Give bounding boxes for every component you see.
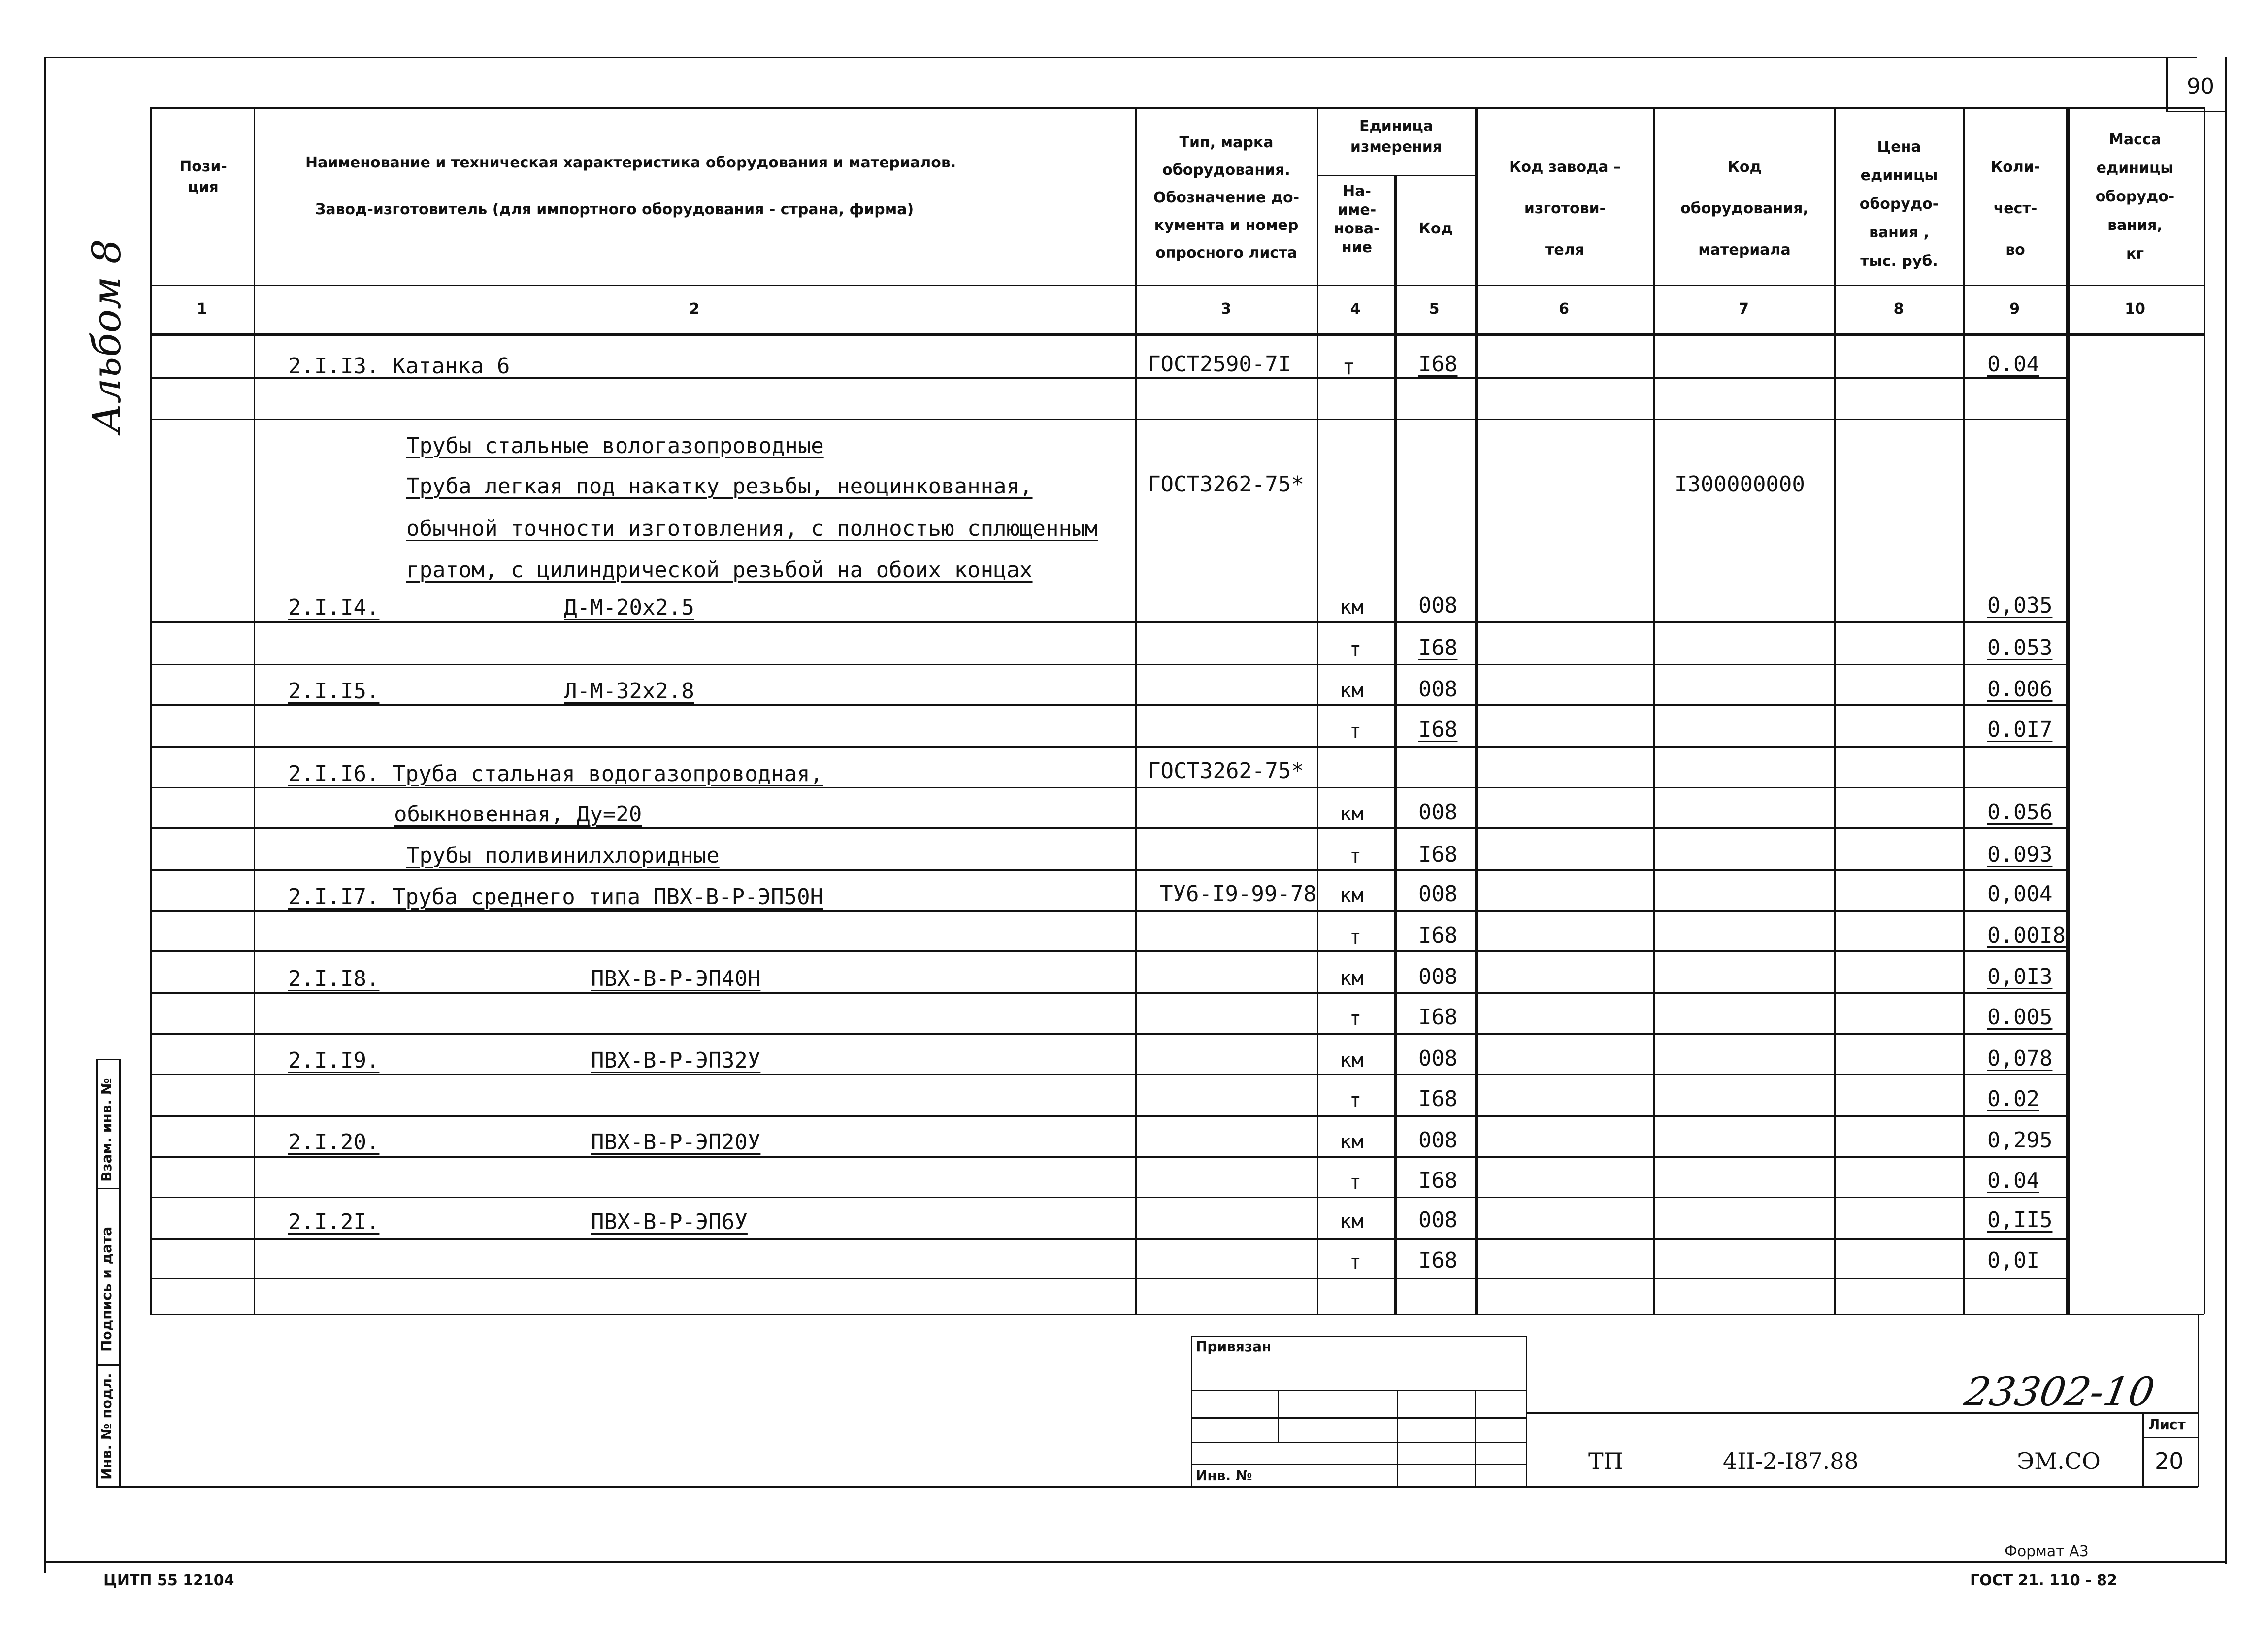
row-12-unit: км xyxy=(1340,884,1364,907)
row-19-code: I68 xyxy=(1418,1168,1458,1193)
col-line-1 xyxy=(254,107,255,1314)
row-5-qty: 0,035 xyxy=(1987,593,2053,618)
row-15-qty: 0.005 xyxy=(1987,1005,2053,1030)
bound-label: Привязан xyxy=(1196,1338,1272,1355)
row-0-doc: ГОСТ2590-7I xyxy=(1148,352,1291,377)
row-5-code: 008 xyxy=(1418,593,1458,618)
footer-format: Формат А3 xyxy=(2005,1543,2089,1560)
bound-right xyxy=(1526,1336,1527,1486)
row-line-17 xyxy=(150,1197,2066,1198)
bound-top xyxy=(1191,1336,1526,1337)
row-5-pos: 2.I.I4. xyxy=(288,595,380,620)
row-2-doc: ГОСТ3262-75* xyxy=(1148,472,1304,497)
title-mark: ЭМ.СО xyxy=(2017,1448,2101,1474)
col-line-0 xyxy=(150,107,152,1314)
album-label: Альбом 8 xyxy=(84,239,130,433)
row-12-qty: 0,004 xyxy=(1987,881,2053,907)
row-7-unit: км xyxy=(1340,680,1364,702)
row-0-qty: 0.04 xyxy=(1987,352,2039,377)
row-14-name: ПВХ-В-Р-ЭП40Н xyxy=(591,966,761,991)
row-line-14 xyxy=(150,1074,2066,1075)
col-num-9: 9 xyxy=(2009,300,2020,318)
row-20-code: 008 xyxy=(1418,1207,1458,1233)
row-18-name: ПВХ-В-Р-ЭП20У xyxy=(591,1130,761,1155)
row-21-qty: 0,0I xyxy=(1987,1248,2039,1273)
header-mass: Масса единицы оборудо- вания, кг xyxy=(2095,131,2175,262)
row-11-unit: т xyxy=(1349,845,1362,868)
numbers-bottom xyxy=(150,333,2204,336)
row-10-name: обыкновенная, Ду=20 xyxy=(394,802,642,827)
sheet-col xyxy=(2142,1412,2144,1486)
bound-col1 xyxy=(1278,1390,1279,1443)
bound-col3 xyxy=(1475,1390,1476,1486)
row-4-name: гратом, с цилиндрической резьбой на обоих концах xyxy=(406,557,1033,583)
header-maker-code: Код завода – изготови- теля xyxy=(1509,159,1621,259)
header-price: Цена единицы оборудо- вания , тыс. руб. xyxy=(1859,138,1939,270)
row-3-name: обычной точности изготовления, с полностью сплющенным xyxy=(406,516,1098,541)
row-5-name: Д-М-20х2.5 xyxy=(564,595,694,620)
row-6-qty: 0.053 xyxy=(1987,635,2053,660)
header-type: Тип, марка оборудования. Обозначение до- кумента и номер опросного листа xyxy=(1153,134,1300,261)
row-14-qty: 0,0I3 xyxy=(1987,964,2053,989)
row-line-19 xyxy=(150,1278,2066,1279)
col-line-2 xyxy=(1135,107,1137,1314)
row-11-qty: 0.093 xyxy=(1987,842,2053,867)
row-7-name: Л-М-32х2.8 xyxy=(564,679,694,704)
table-bottom xyxy=(150,1314,2204,1315)
page-number-box-bottom xyxy=(2166,111,2225,112)
row-18-unit: км xyxy=(1340,1131,1364,1153)
row-11-name: Трубы поливинилхлоридные xyxy=(406,843,720,868)
row-14-unit: км xyxy=(1340,967,1364,990)
row-line-10 xyxy=(150,910,2066,912)
stamp-div2 xyxy=(96,1364,121,1366)
row-18-code: 008 xyxy=(1418,1128,1458,1153)
row-14-code: 008 xyxy=(1418,964,1458,989)
row-line-12 xyxy=(150,992,2066,994)
row-19-qty: 0.04 xyxy=(1987,1168,2039,1193)
footer-gost: ГОСТ 21. 110 - 82 xyxy=(1970,1572,2117,1589)
row-13-code: I68 xyxy=(1418,923,1458,948)
row-8-unit: т xyxy=(1349,720,1362,743)
header-unit-name: На- име- нова- ние xyxy=(1334,183,1380,256)
row-6-code: I68 xyxy=(1418,635,1458,660)
row-line-3 xyxy=(150,621,2066,623)
row-10-code: 008 xyxy=(1418,800,1458,825)
col-num-2: 2 xyxy=(689,300,700,318)
col-line-3 xyxy=(1317,107,1318,1314)
stamp-bottom xyxy=(96,1486,121,1488)
row-17-qty: 0.02 xyxy=(1987,1086,2039,1111)
row-11-code: I68 xyxy=(1418,842,1458,867)
row-19-unit: т xyxy=(1349,1171,1362,1194)
page-number: 90 xyxy=(2187,74,2214,99)
header-name-line2: Завод-изготовитель (для импортного оборудования - страна, фирма) xyxy=(315,201,914,218)
row-17-code: I68 xyxy=(1418,1086,1458,1111)
row-line-18 xyxy=(150,1238,2066,1240)
col-num-4: 4 xyxy=(1350,300,1361,318)
bound-col2 xyxy=(1397,1390,1398,1486)
row-line-9 xyxy=(150,869,2066,871)
row-1-name: Трубы стальные вологазопроводные xyxy=(406,433,824,458)
row-18-pos: 2.I.20. xyxy=(288,1130,380,1155)
col-line-8 xyxy=(1963,107,1965,1314)
row-line-20 xyxy=(2066,1314,2204,1315)
header-bottom xyxy=(150,285,2204,286)
header-unit-code: Код xyxy=(1418,220,1453,237)
row-line-5 xyxy=(150,704,2066,706)
row-16-unit: км xyxy=(1340,1049,1364,1072)
header-name-line1: Наименование и техническая характеристика оборудования и материалов. xyxy=(305,154,956,171)
col-line-7 xyxy=(1834,107,1836,1314)
sheet-row xyxy=(2142,1437,2198,1438)
row-20-name: ПВХ-В-Р-ЭП6У xyxy=(591,1209,748,1235)
row-15-code: I68 xyxy=(1418,1005,1458,1030)
row-12-code: 008 xyxy=(1418,881,1458,907)
col-line-10 xyxy=(2204,107,2205,1314)
stamp-inv-orig: Инв. № подл. xyxy=(99,1373,115,1480)
col-num-10: 10 xyxy=(2125,300,2145,318)
inv-label: Инв. № xyxy=(1196,1467,1252,1484)
title-bottom xyxy=(119,1486,2198,1488)
row-9-name: 2.I.I6. Труба стальная водогазопроводная, xyxy=(288,761,823,786)
header-unit-group: Единица измерения xyxy=(1350,118,1443,156)
col-num-6: 6 xyxy=(1559,300,1569,318)
col-num-7: 7 xyxy=(1739,300,1749,318)
title-tp: ТП xyxy=(1588,1448,1623,1474)
row-line-15 xyxy=(150,1115,2066,1117)
row-12-name: 2.I.I7. Труба среднего типа ПВХ-В-Р-ЭП50Н xyxy=(288,884,823,910)
row-0-unit: т xyxy=(1342,355,1355,380)
row-20-pos: 2.I.2I. xyxy=(288,1209,380,1235)
sheet-label: Лист xyxy=(2148,1416,2186,1433)
row-13-qty: 0.00I8 xyxy=(1987,923,2066,948)
row-16-pos: 2.I.I9. xyxy=(288,1048,380,1073)
col-line-4 xyxy=(1394,175,1397,1314)
footer-left: ЦИТП 55 12104 xyxy=(103,1572,234,1589)
row-17-unit: т xyxy=(1349,1089,1362,1112)
row-20-qty: 0,II5 xyxy=(1987,1207,2053,1233)
stamp-inv-no: Взам. инв. № xyxy=(99,1078,115,1182)
row-line-7 xyxy=(150,787,2066,788)
row-21-code: I68 xyxy=(1418,1248,1458,1273)
header-position: Пози- ция xyxy=(179,158,227,196)
col-line-5 xyxy=(1475,107,1478,1314)
row-8-code: I68 xyxy=(1418,717,1458,742)
handwritten-number: 23302-10 xyxy=(1961,1369,2158,1415)
col-line-9 xyxy=(2066,107,2070,1314)
col-num-5: 5 xyxy=(1429,300,1440,318)
row-0-name: 2.I.I3. Катанка 6 xyxy=(288,354,510,379)
col-num-8: 8 xyxy=(1893,300,1904,318)
row-14-pos: 2.I.I8. xyxy=(288,966,380,991)
stamp-signature: Подпись и дата xyxy=(99,1226,115,1352)
row-2-mat: I300000000 xyxy=(1675,472,1805,497)
row-7-code: 008 xyxy=(1418,677,1458,702)
row-8-qty: 0.0I7 xyxy=(1987,717,2053,742)
row-2-name: Труба легкая под накатку резьбы, неоцинкованная, xyxy=(406,474,1033,499)
title-right xyxy=(2198,1314,2199,1487)
row-line-16 xyxy=(150,1156,2066,1158)
frame-left xyxy=(44,57,46,1573)
header-quantity: Коли- чест- во xyxy=(1990,159,2040,259)
col-line-6 xyxy=(1653,107,1655,1314)
row-16-name: ПВХ-В-Р-ЭП32У xyxy=(591,1048,761,1073)
frame-top xyxy=(44,57,2197,58)
row-16-qty: 0,078 xyxy=(1987,1046,2053,1071)
row-13-unit: т xyxy=(1349,926,1362,948)
table-top xyxy=(150,107,2204,109)
row-7-pos: 2.I.I5. xyxy=(288,679,380,704)
row-7-qty: 0.006 xyxy=(1987,677,2053,702)
sheet-number: 20 xyxy=(2155,1448,2184,1474)
row-10-qty: 0.056 xyxy=(1987,800,2053,825)
row-5-unit: км xyxy=(1340,596,1364,619)
row-line-2 xyxy=(150,419,2066,420)
header-material-code: Код оборудования, материала xyxy=(1680,159,1808,259)
row-line-4 xyxy=(150,664,2066,665)
stamp-right xyxy=(119,1059,121,1487)
row-0-code: I68 xyxy=(1418,352,1458,377)
row-9-doc: ГОСТ3262-75* xyxy=(1148,758,1304,783)
stamp-div1 xyxy=(96,1188,121,1189)
row-6-unit: т xyxy=(1349,638,1362,661)
row-15-unit: т xyxy=(1349,1008,1362,1030)
title-doc-code: 4II-2-I87.88 xyxy=(1723,1448,1859,1474)
row-line-13 xyxy=(150,1033,2066,1035)
row-20-unit: км xyxy=(1340,1210,1364,1233)
frame-right xyxy=(2225,57,2227,1564)
row-21-unit: т xyxy=(1349,1251,1362,1273)
stamp-left xyxy=(96,1059,98,1487)
row-16-code: 008 xyxy=(1418,1046,1458,1071)
row-12-doc: ТУ6-I9-99-78 xyxy=(1160,881,1316,907)
page-number-box-left xyxy=(2166,57,2168,111)
stamp-top xyxy=(96,1059,121,1060)
row-line-6 xyxy=(150,746,2066,748)
col-num-1: 1 xyxy=(197,300,207,318)
frame-bottom xyxy=(44,1561,2226,1563)
row-line-8 xyxy=(150,827,2066,829)
row-10-unit: км xyxy=(1340,803,1364,825)
col-num-3: 3 xyxy=(1221,300,1231,318)
row-18-qty: 0,295 xyxy=(1987,1128,2053,1153)
row-line-11 xyxy=(150,950,2066,952)
